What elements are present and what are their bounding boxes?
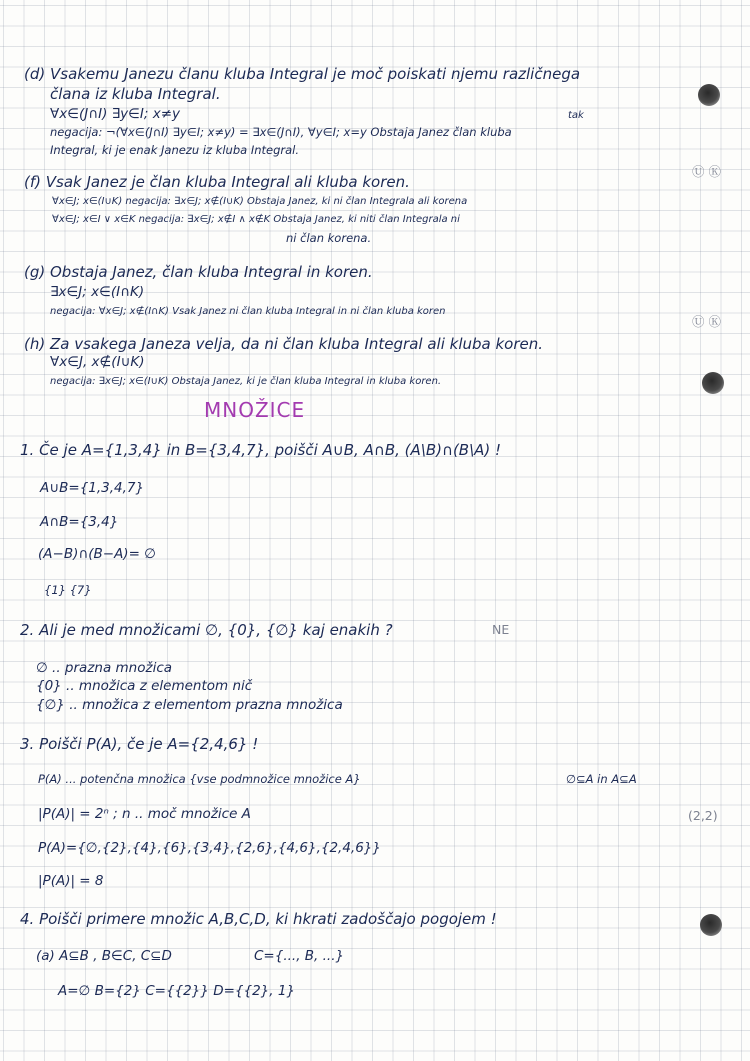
question-1-intersection: A∩B={3,4} xyxy=(40,514,119,530)
section-h-line-2: ∀x∈J, x∉(I∪K) xyxy=(50,354,145,370)
section-f-line-4: ni član korena. xyxy=(286,231,372,245)
section-f-line-1: (f) Vsak Janez je član kluba Integral ali kluba koren. xyxy=(24,173,410,191)
question-3-line-2: |P(A)| = 2ⁿ ; n .. moč množice A xyxy=(38,806,251,822)
question-4a: (a) A⊆B , B∈C, C⊆D xyxy=(36,948,172,964)
punch-hole-middle xyxy=(702,372,724,394)
question-2-answer: NE xyxy=(492,622,510,637)
section-d-line-3: ∀x∈(J∩I) ∃y∈I; x≠y xyxy=(50,106,181,122)
punch-hole-top xyxy=(698,84,720,106)
question-2-line-3: {∅} .. množica z elementom prazna množica xyxy=(36,697,343,713)
question-3-line-1b: ∅⊆A in A⊆A xyxy=(566,772,637,786)
question-2: 2. Ali je med množicami ∅, {0}, {∅} kaj enakih ? xyxy=(20,621,393,639)
question-1: 1. Če je A={1,3,4} in B={3,4,7}, poišči A∪B, A∩B, (A\B)∩(B\A) ! xyxy=(20,441,502,459)
question-1-difference: (A−B)∩(B−A)= ∅ xyxy=(38,546,156,562)
section-h-line-1: (h) Za vsakega Janeza velja, da ni član kluba Integral ali kluba koren. xyxy=(24,335,544,353)
question-3-line-4: |P(A)| = 8 xyxy=(38,873,104,889)
section-d-line-4: negacija: ¬(∀x∈(J∩I) ∃y∈I; x≠y) = ∃x∈(J∩I), ∀y∈I; x=y Obstaja Janez član kluba xyxy=(50,125,512,139)
section-h-line-3: negacija: ∃x∈J; x∈(I∪K) Obstaja Janez, ki je član kluba Integral in kluba koren. xyxy=(50,376,442,387)
section-g-line-3: negacija: ∀x∈J; x∉(I∩K) Vsak Janez ni član kluba Integral in ni član kluba koren xyxy=(50,306,446,317)
question-4a-answer: A=∅ B={2} C={{2}} D={{2}, 1} xyxy=(58,983,296,999)
question-1-difference-sets: {1} {7} xyxy=(44,583,92,597)
section-d-line-2: člana iz kluba Integral. xyxy=(50,85,221,103)
punch-hole-bottom xyxy=(700,914,722,936)
question-3: 3. Poišči P(A), če je A={2,4,6} ! xyxy=(20,735,259,753)
margin-note-3: (2,2) xyxy=(688,808,718,823)
question-2-line-2: {0} .. množica z elementom nič xyxy=(36,678,253,694)
question-3-line-3: P(A)={∅,{2},{4},{6},{3,4},{2,6},{4,6},{2,4,6}} xyxy=(38,840,381,856)
section-g-line-2: ∃x∈J; x∈(I∩K) xyxy=(50,284,145,300)
question-2-line-1: ∅ .. prazna množica xyxy=(36,660,173,676)
section-g-line-1: (g) Obstaja Janez, član kluba Integral in koren. xyxy=(24,263,373,281)
margin-note-1: Ⓤ Ⓚ xyxy=(692,164,721,179)
section-d-overwrite: tak xyxy=(568,110,584,121)
question-1-union: A∪B={1,3,4,7} xyxy=(40,480,145,496)
question-3-line-1: P(A) ... potenčna množica {vse podmnožice množice A} xyxy=(38,772,361,786)
section-d-line-5: Integral, ki je enak Janezu iz kluba Integral. xyxy=(50,143,300,157)
section-d-line-1: (d) Vsakemu Janezu članu kluba Integral je moč poiskati njemu različnega xyxy=(24,65,581,83)
section-f-line-2: ∀x∈J; x∈(I∪K) negacija: ∃x∈J; x∉(I∪K) Obstaja Janez, ki ni član Integrala ali korena xyxy=(52,196,468,207)
page-heading: MNOŽICE xyxy=(204,398,306,422)
section-f-line-3: ∀x∈J; x∈I ∨ x∈K negacija: ∃x∈J; x∉I ∧ x∉K Obstaja Janez, ki niti član Integrala ni xyxy=(52,214,460,225)
margin-note-2: Ⓤ Ⓚ xyxy=(692,314,721,329)
question-4: 4. Poišči primere množic A,B,C,D, ki hkrati zadoščajo pogojem ! xyxy=(20,910,497,928)
question-4a-hint: C={..., B, ...} xyxy=(254,948,345,964)
